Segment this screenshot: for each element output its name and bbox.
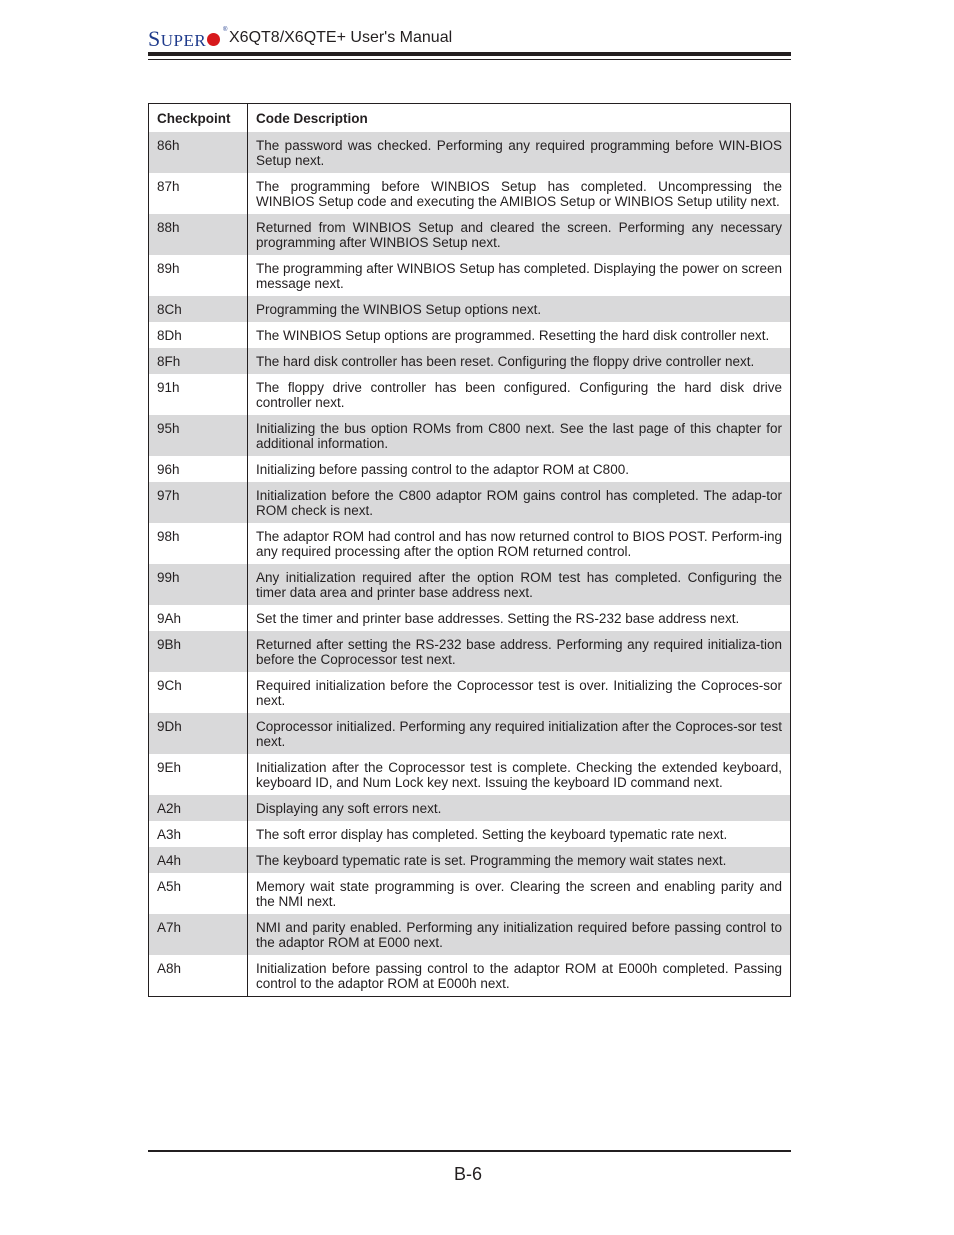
checkpoint-code: A4h [149, 847, 248, 873]
table-row [149, 873, 791, 914]
code-description: Initialization before the C800 adaptor ROM gains control has completed. The adap-tor ROM check is next. [248, 482, 791, 523]
checkpoint-code: 9Ah [149, 605, 248, 631]
code-description: Initializing before passing control to the adaptor ROM at C800. [256, 462, 629, 477]
table-row [149, 821, 791, 847]
code-description: The keyboard typematic rate is set. Programming the memory wait states next. [248, 847, 791, 873]
code-description: Required initialization before the Coprocessor test is over. Initializing the Coproces-sor next. [256, 678, 782, 708]
table-row [149, 322, 791, 348]
table-row [149, 132, 791, 173]
table-row [149, 914, 791, 955]
table-row [149, 348, 791, 374]
checkpoint-code: 8Dh [149, 322, 248, 348]
table-row [149, 754, 791, 795]
checkpoint-code: 91h [149, 374, 248, 415]
code-description: The programming before WINBIOS Setup has completed. Uncompressing the WINBIOS Setup code and executing the AMIBIOS Setup or WINBIOS Setup utility next. [256, 179, 782, 209]
table-row [149, 564, 791, 605]
checkpoint-code: 8Ch [149, 296, 248, 322]
checkpoint-code: 9Dh [149, 713, 248, 754]
checkpoint-code: 95h [149, 415, 248, 456]
table-body [149, 132, 791, 997]
table-row [149, 374, 791, 415]
code-description: NMI and parity enabled. Performing any initialization required before passing control to the adaptor ROM at E000 next. [248, 914, 791, 955]
code-description: The adaptor ROM had control and has now returned control to BIOS POST. Perform-ing any required processing after the option ROM returned control. [256, 529, 782, 559]
column-header-description: Code Description [248, 104, 791, 133]
table-header-row [149, 104, 791, 133]
table-row [149, 605, 791, 631]
code-description: Initializing the bus option ROMs from C800 next. See the last page of this chapter for additional information. [248, 415, 791, 456]
header-rule-thin [148, 59, 791, 60]
table-row [149, 173, 791, 214]
code-description: Memory wait state programming is over. Clearing the screen and enabling parity and the NMI next. [256, 879, 782, 909]
checkpoint-code: 98h [149, 523, 248, 564]
checkpoint-code: 9Ch [149, 672, 248, 713]
table-row [149, 255, 791, 296]
checkpoint-code: A3h [149, 821, 248, 847]
code-description: Initialization after the Coprocessor test is complete. Checking the extended keyboard, keyboard ID, and Num Lock key next. Issuing the keyboard ID command next. [256, 760, 782, 790]
checkpoint-code: A7h [149, 914, 248, 955]
column-header-checkpoint: Checkpoint [149, 104, 248, 133]
code-description: The floppy drive controller has been configured. Configuring the hard disk drive controller next. [256, 380, 782, 410]
code-description: Programming the WINBIOS Setup options next. [248, 296, 791, 322]
code-description: Any initialization required after the option ROM test has completed. Configuring the timer data area and printer base address next. [248, 564, 791, 605]
table-row [149, 523, 791, 564]
code-description: Returned from WINBIOS Setup and cleared the screen. Performing any necessary programming after WINBIOS Setup next. [248, 214, 791, 255]
checkpoint-code: A8h [149, 955, 248, 997]
logo-red-dot-icon [207, 33, 220, 46]
supermicro-logo: SUPER [148, 26, 207, 51]
page-number: B-6 [454, 1164, 483, 1184]
code-description: Coprocessor initialized. Performing any required initialization after the Coproces-sor test next. [248, 713, 791, 754]
code-description: The hard disk controller has been reset. Configuring the floppy drive controller next. [248, 348, 791, 374]
table-row [149, 631, 791, 672]
code-description: Initialization before passing control to the adaptor ROM at E000h completed. Passing control to the adaptor ROM at E000h next. [256, 961, 782, 991]
table-row [149, 672, 791, 713]
code-description: The soft error display has completed. Setting the keyboard typematic rate next. [256, 827, 728, 842]
page-header [148, 24, 791, 64]
checkpoint-code: 88h [149, 214, 248, 255]
checkpoint-code: 97h [149, 482, 248, 523]
table-row [149, 214, 791, 255]
table-row [149, 955, 791, 997]
code-description: Returned after setting the RS-232 base address. Performing any required initializa-tion before the Coprocessor test next. [248, 631, 791, 672]
table-row [149, 296, 791, 322]
table-row [149, 713, 791, 754]
checkpoint-code: 86h [149, 132, 248, 173]
registered-mark: ® [223, 27, 228, 33]
checkpoint-code: 8Fh [149, 348, 248, 374]
footer-rule [148, 1150, 791, 1152]
checkpoint-code: 89h [149, 255, 248, 296]
table-row [149, 456, 791, 482]
code-description: The programming after WINBIOS Setup has completed. Displaying the power on screen message next. [256, 261, 782, 291]
table-row [149, 415, 791, 456]
checkpoint-code: A2h [149, 795, 248, 821]
header-rule-thick [148, 52, 791, 56]
code-description: Displaying any soft errors next. [248, 795, 791, 821]
code-description: Set the timer and printer base addresses. Setting the RS-232 base address next. [256, 611, 740, 626]
table-row [149, 482, 791, 523]
checkpoint-code: A5h [149, 873, 248, 914]
checkpoint-code: 99h [149, 564, 248, 605]
checkpoint-code: 87h [149, 173, 248, 214]
table-row [149, 847, 791, 873]
table-row [149, 795, 791, 821]
checkpoint-code: 9Eh [149, 754, 248, 795]
checkpoint-code: 9Bh [149, 631, 248, 672]
code-description: The password was checked. Performing any required programming before WIN-BIOS Setup next. [248, 132, 791, 173]
manual-title: X6QT8/X6QTE+ User's Manual [229, 29, 453, 46]
checkpoint-code: 96h [149, 456, 248, 482]
code-description: The WINBIOS Setup options are programmed. Resetting the hard disk controller next. [256, 328, 770, 343]
post-checkpoint-table [148, 103, 791, 997]
